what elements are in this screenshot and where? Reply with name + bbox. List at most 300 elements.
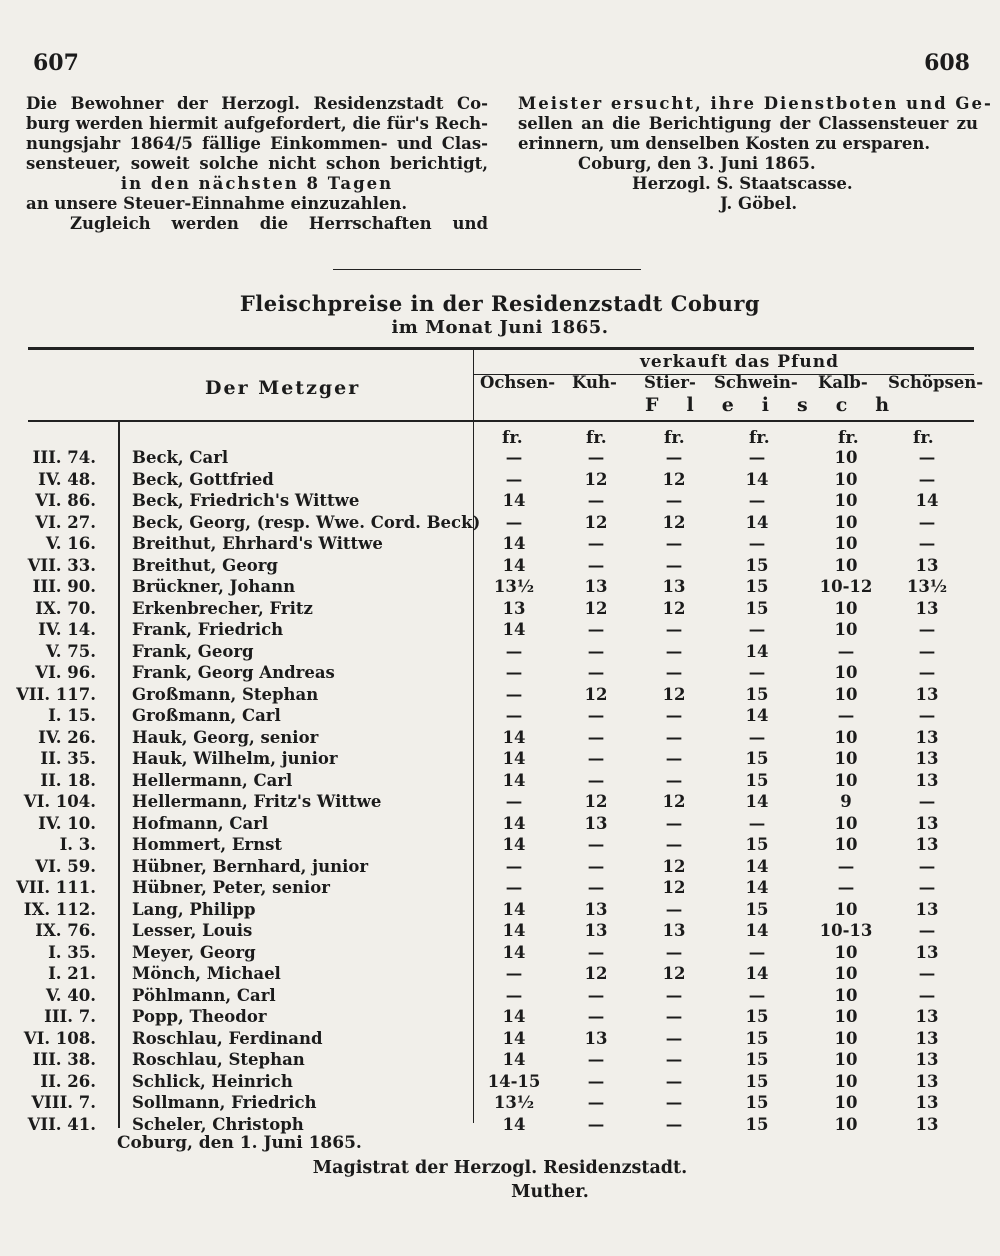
price-schwein: 15 bbox=[745, 1050, 769, 1069]
unit-label: fr. bbox=[913, 428, 934, 448]
table-row bbox=[0, 491, 1000, 514]
price-schwein: 14 bbox=[745, 878, 769, 897]
table-row bbox=[0, 814, 1000, 837]
butcher-name: Hofmann, Carl bbox=[132, 813, 269, 833]
butcher-name: Mönch, Michael bbox=[132, 964, 281, 983]
table-row bbox=[0, 1072, 1000, 1095]
price-stier: 12 bbox=[662, 856, 686, 876]
price-schoepsen: — bbox=[918, 512, 936, 532]
price-schwein: 15 bbox=[745, 598, 769, 618]
price-ochsen: 14 bbox=[502, 1050, 526, 1069]
price-ochsen: 14 bbox=[502, 534, 526, 553]
district-number: VI. 59. bbox=[35, 856, 96, 876]
table-top-rule bbox=[28, 347, 974, 350]
price-kuh: — bbox=[587, 727, 605, 747]
price-stier: 12 bbox=[662, 684, 686, 704]
price-schwein: — bbox=[748, 813, 766, 833]
price-schwein: — bbox=[748, 663, 766, 682]
price-schoepsen: 13 bbox=[915, 1114, 939, 1134]
butcher-name: Meyer, Georg bbox=[132, 942, 256, 962]
notice-line: Zugleich werden die Herrschaften und bbox=[70, 214, 488, 233]
price-stier: 13 bbox=[662, 921, 686, 940]
butcher-name: Breithut, Ehrhard's Wittwe bbox=[132, 534, 383, 553]
district-number: IV. 26. bbox=[38, 727, 96, 747]
price-kalb: 10 bbox=[834, 1007, 858, 1026]
price-kuh: 12 bbox=[584, 964, 608, 983]
table-row bbox=[0, 642, 1000, 665]
table-row bbox=[0, 749, 1000, 772]
price-schoepsen: — bbox=[918, 985, 936, 1005]
price-kuh: — bbox=[587, 1093, 605, 1112]
table-row bbox=[0, 835, 1000, 858]
header-schwein: Schwein- bbox=[714, 373, 798, 392]
table-row bbox=[0, 964, 1000, 987]
notice-line: Die Bewohner der Herzogl. Residenzstadt Co- bbox=[26, 94, 488, 113]
price-ochsen: — bbox=[505, 856, 523, 876]
butcher-name: Sollmann, Friedrich bbox=[132, 1093, 317, 1112]
price-stier: 12 bbox=[662, 878, 686, 897]
price-schoepsen: — bbox=[918, 792, 936, 811]
table-row bbox=[0, 900, 1000, 923]
notice-line: erinnern, um denselben Kosten zu ersparen. bbox=[518, 134, 931, 153]
price-kalb: 10 bbox=[834, 770, 858, 790]
price-ochsen: — bbox=[505, 878, 523, 897]
price-kuh: — bbox=[587, 1114, 605, 1134]
price-schwein: 14 bbox=[745, 512, 769, 532]
district-number: III. 7. bbox=[44, 1007, 96, 1026]
price-schoepsen: — bbox=[918, 469, 936, 489]
district-number: I. 35. bbox=[48, 942, 96, 962]
header-schoepsen: Schöpsen- bbox=[888, 373, 984, 392]
district-number: V. 40. bbox=[45, 985, 96, 1005]
price-kuh: 13 bbox=[584, 813, 608, 833]
price-kuh: 12 bbox=[584, 792, 608, 811]
butcher-name: Großmann, Carl bbox=[132, 706, 281, 725]
butcher-name: Roschlau, Stephan bbox=[132, 1050, 305, 1069]
unit-label: fr. bbox=[502, 428, 523, 448]
page-number-left: 607 bbox=[33, 50, 79, 76]
price-kuh: 12 bbox=[584, 598, 608, 618]
butcher-name: Hauk, Georg, senior bbox=[132, 727, 319, 747]
price-schwein: 15 bbox=[745, 1093, 769, 1112]
header-bottom-rule bbox=[28, 420, 974, 422]
price-schwein: 15 bbox=[745, 770, 769, 790]
price-ochsen: — bbox=[505, 964, 523, 983]
district-number: V. 16. bbox=[45, 534, 96, 553]
district-number: VI. 86. bbox=[35, 491, 96, 510]
price-schoepsen: — bbox=[918, 663, 936, 682]
butcher-name: Frank, Friedrich bbox=[132, 620, 284, 639]
price-kuh: — bbox=[587, 985, 605, 1005]
price-schoepsen: 13 bbox=[915, 1093, 939, 1112]
price-kuh: — bbox=[587, 749, 605, 768]
price-kalb: 10 bbox=[834, 1114, 858, 1134]
price-schwein: — bbox=[748, 727, 766, 747]
footer-authority: Magistrat der Herzogl. Residenzstadt. bbox=[312, 1158, 688, 1178]
butcher-name: Beck, Gottfried bbox=[132, 469, 274, 489]
price-schwein: 15 bbox=[745, 1028, 769, 1048]
header-metzger: Der Metzger bbox=[205, 377, 361, 399]
price-schoepsen: — bbox=[918, 534, 936, 553]
district-number: III. 90. bbox=[32, 577, 96, 596]
price-stier: — bbox=[665, 1071, 683, 1091]
price-kuh: — bbox=[587, 835, 605, 854]
butcher-name: Hommert, Ernst bbox=[132, 835, 282, 854]
price-schoepsen: 13 bbox=[915, 1071, 939, 1091]
price-kuh: — bbox=[587, 620, 605, 639]
price-ochsen: 13½ bbox=[493, 1093, 535, 1112]
district-number: VI. 96. bbox=[35, 663, 96, 682]
notice-date: Coburg, den 3. Juni 1865. bbox=[578, 154, 816, 173]
price-kuh: 13 bbox=[584, 1028, 608, 1048]
price-schoepsen: 13 bbox=[915, 835, 939, 854]
table-subtitle: im Monat Juni 1865. bbox=[391, 317, 609, 338]
price-schwein: 15 bbox=[745, 899, 769, 919]
notice-line: sellen an die Berichtigung der Classensteuer zu bbox=[518, 114, 978, 133]
table-title: Fleischpreise in der Residenzstadt Coburg bbox=[239, 291, 761, 316]
price-kuh: 13 bbox=[584, 577, 608, 596]
price-kuh: 13 bbox=[584, 921, 608, 940]
price-kalb: 10 bbox=[834, 684, 858, 704]
notice-signature: J. Göbel. bbox=[720, 194, 798, 213]
price-kuh: — bbox=[587, 1007, 605, 1026]
price-schoepsen: 13 bbox=[915, 1007, 939, 1026]
price-stier: 12 bbox=[662, 964, 686, 983]
price-kuh: — bbox=[587, 1050, 605, 1069]
price-ochsen: — bbox=[505, 706, 523, 725]
price-stier: — bbox=[665, 749, 683, 768]
price-schoepsen: — bbox=[918, 706, 936, 725]
price-kalb: 10 bbox=[834, 491, 858, 510]
price-ochsen: 14 bbox=[502, 1007, 526, 1026]
price-schwein: 15 bbox=[745, 749, 769, 768]
district-number: V. 75. bbox=[45, 641, 96, 661]
butcher-name: Frank, Georg Andreas bbox=[132, 663, 335, 682]
price-schoepsen: — bbox=[918, 641, 936, 661]
notice-right-column bbox=[518, 94, 993, 214]
price-schoepsen: 13 bbox=[915, 770, 939, 790]
header-kalb: Kalb- bbox=[818, 373, 868, 392]
table-row bbox=[0, 577, 1000, 600]
price-schwein: 14 bbox=[745, 856, 769, 876]
price-ochsen: — bbox=[505, 792, 523, 811]
notice-line: nungsjahr 1864/5 fällige Einkommen- und Clas- bbox=[26, 134, 488, 153]
price-ochsen: — bbox=[505, 469, 523, 489]
price-kuh: — bbox=[587, 706, 605, 725]
unit-label: fr. bbox=[838, 428, 859, 448]
price-kalb: 10 bbox=[834, 835, 858, 854]
district-number: VI. 108. bbox=[23, 1028, 96, 1048]
butcher-name: Lesser, Louis bbox=[132, 921, 253, 940]
price-ochsen: 14 bbox=[502, 1114, 526, 1134]
header-stier: Stier- bbox=[644, 373, 696, 392]
page-number-right: 608 bbox=[924, 50, 970, 76]
price-kalb: 10-13 bbox=[819, 921, 873, 940]
price-ochsen: 14 bbox=[502, 1028, 526, 1048]
price-stier: — bbox=[665, 663, 683, 682]
district-number: III. 38. bbox=[32, 1050, 96, 1069]
price-schwein: 15 bbox=[745, 1071, 769, 1091]
price-ochsen: 14 bbox=[502, 942, 526, 962]
butcher-name: Pöhlmann, Carl bbox=[132, 985, 276, 1005]
price-kalb: 10 bbox=[834, 598, 858, 618]
price-stier: — bbox=[665, 985, 683, 1005]
price-kalb: 10 bbox=[834, 985, 858, 1005]
price-ochsen: 14 bbox=[502, 813, 526, 833]
district-number: IV. 14. bbox=[38, 620, 96, 639]
price-kalb: 10 bbox=[834, 899, 858, 919]
price-schwein: — bbox=[748, 491, 766, 510]
table-row bbox=[0, 1093, 1000, 1116]
district-number: VII. 33. bbox=[27, 555, 96, 575]
district-number: IV. 48. bbox=[38, 469, 96, 489]
price-stier: — bbox=[665, 620, 683, 639]
price-kuh: 12 bbox=[584, 684, 608, 704]
district-number: IX. 70. bbox=[35, 598, 96, 618]
price-kalb: 10 bbox=[834, 663, 858, 682]
butcher-name: Hauk, Wilhelm, junior bbox=[132, 749, 338, 768]
table-row bbox=[0, 513, 1000, 536]
price-stier: — bbox=[665, 1007, 683, 1026]
price-ochsen: 14 bbox=[502, 555, 526, 575]
notice-line: Meister ersucht, ihre Dienstboten und Ge- bbox=[518, 94, 993, 113]
price-kalb: — bbox=[837, 856, 855, 876]
butcher-name: Großmann, Stephan bbox=[132, 684, 319, 704]
price-kalb: 10 bbox=[834, 1093, 858, 1112]
price-ochsen: — bbox=[505, 512, 523, 532]
district-number: IX. 76. bbox=[35, 921, 96, 940]
butcher-name: Schlick, Heinrich bbox=[132, 1071, 293, 1091]
unit-label: fr. bbox=[664, 428, 685, 448]
price-schwein: 15 bbox=[745, 835, 769, 854]
price-stier: — bbox=[665, 1114, 683, 1134]
price-stier: — bbox=[665, 534, 683, 553]
price-kalb: 10-12 bbox=[819, 577, 873, 596]
price-kuh: — bbox=[587, 491, 605, 510]
price-stier: 12 bbox=[662, 598, 686, 618]
price-schoepsen: 14 bbox=[915, 491, 939, 510]
district-number: IX. 112. bbox=[23, 899, 96, 919]
section-divider bbox=[333, 269, 641, 270]
price-schoepsen: 13 bbox=[915, 942, 939, 962]
price-stier: — bbox=[665, 491, 683, 510]
table-row bbox=[0, 599, 1000, 622]
price-kalb: 10 bbox=[834, 1050, 858, 1069]
price-ochsen: 14 bbox=[502, 491, 526, 510]
price-stier: — bbox=[665, 899, 683, 919]
table-row bbox=[0, 792, 1000, 815]
district-number: VI. 104. bbox=[23, 792, 96, 811]
district-number: VII. 111. bbox=[16, 878, 96, 897]
price-kuh: 12 bbox=[584, 512, 608, 532]
price-stier: 12 bbox=[662, 792, 686, 811]
table-row bbox=[0, 921, 1000, 944]
price-kalb: 10 bbox=[834, 1028, 858, 1048]
district-number: VII. 117. bbox=[16, 684, 96, 704]
price-schoepsen: — bbox=[918, 878, 936, 897]
notice-line: an unsere Steuer-Einnahme einzuzahlen. bbox=[26, 194, 408, 213]
price-schoepsen: 13 bbox=[915, 684, 939, 704]
price-schwein: 15 bbox=[745, 1007, 769, 1026]
table-row bbox=[0, 685, 1000, 708]
price-kalb: 10 bbox=[834, 469, 858, 489]
price-kalb: 9 bbox=[840, 792, 852, 811]
price-kalb: 10 bbox=[834, 942, 858, 962]
price-schoepsen: 13 bbox=[915, 749, 939, 768]
price-schoepsen: — bbox=[918, 620, 936, 639]
price-ochsen: — bbox=[505, 684, 523, 704]
price-schoepsen: 13 bbox=[915, 555, 939, 575]
price-schwein: — bbox=[748, 620, 766, 639]
header-kuh: Kuh- bbox=[572, 373, 617, 392]
price-schoepsen: — bbox=[918, 448, 936, 467]
price-ochsen: 14 bbox=[502, 749, 526, 768]
district-number: I. 21. bbox=[48, 964, 96, 983]
price-ochsen: 14 bbox=[502, 620, 526, 639]
table-row bbox=[0, 470, 1000, 493]
price-schoepsen: 13 bbox=[915, 1028, 939, 1048]
header-fleisch: Fleisch bbox=[645, 394, 918, 416]
butcher-name: Beck, Friedrich's Wittwe bbox=[132, 491, 360, 510]
butcher-name: Erkenbrecher, Fritz bbox=[132, 598, 313, 618]
notice-line: sensteuer, soweit solche nicht schon berichtigt, bbox=[26, 154, 488, 173]
price-schwein: 15 bbox=[745, 1114, 769, 1134]
unit-label: fr. bbox=[749, 428, 770, 448]
table-row bbox=[0, 534, 1000, 557]
price-stier: — bbox=[665, 770, 683, 790]
price-stier: — bbox=[665, 835, 683, 854]
table-row bbox=[0, 1007, 1000, 1030]
footer-signature: Muther. bbox=[511, 1182, 589, 1202]
butcher-name: Hübner, Bernhard, junior bbox=[132, 856, 369, 876]
price-ochsen: — bbox=[505, 448, 523, 467]
notice-authority: Herzogl. S. Staatscasse. bbox=[632, 174, 853, 193]
price-schwein: 14 bbox=[745, 964, 769, 983]
price-kuh: 12 bbox=[584, 469, 608, 489]
price-ochsen: 14-15 bbox=[487, 1071, 541, 1091]
price-kalb: — bbox=[837, 706, 855, 725]
price-kalb: 10 bbox=[834, 749, 858, 768]
butcher-name: Frank, Georg bbox=[132, 641, 254, 661]
price-schwein: 15 bbox=[745, 577, 769, 596]
price-schoepsen: 13 bbox=[915, 598, 939, 618]
price-stier: — bbox=[665, 641, 683, 661]
price-schwein: — bbox=[748, 534, 766, 553]
price-kuh: — bbox=[587, 448, 605, 467]
price-ochsen: 14 bbox=[502, 770, 526, 790]
table-row bbox=[0, 1029, 1000, 1052]
table-row bbox=[0, 1050, 1000, 1073]
price-kalb: 10 bbox=[834, 727, 858, 747]
district-number: VIII. 7. bbox=[31, 1093, 96, 1112]
price-ochsen: 13 bbox=[502, 598, 526, 618]
price-ochsen: — bbox=[505, 985, 523, 1005]
price-schoepsen: — bbox=[918, 921, 936, 940]
price-kuh: — bbox=[587, 1071, 605, 1091]
price-stier: — bbox=[665, 727, 683, 747]
table-row bbox=[0, 771, 1000, 794]
price-ochsen: — bbox=[505, 641, 523, 661]
table-row bbox=[0, 878, 1000, 901]
butcher-name: Scheler, Christoph bbox=[132, 1114, 304, 1134]
header-verkauft: verkauft das Pfund bbox=[640, 352, 839, 372]
price-schwein: — bbox=[748, 942, 766, 962]
price-stier: 12 bbox=[662, 512, 686, 532]
butcher-name: Breithut, Georg bbox=[132, 555, 278, 575]
district-number: I. 15. bbox=[48, 706, 96, 725]
price-kalb: — bbox=[837, 641, 855, 661]
price-stier: 12 bbox=[662, 469, 686, 489]
price-kalb: 10 bbox=[834, 448, 858, 467]
price-stier: — bbox=[665, 555, 683, 575]
price-stier: — bbox=[665, 1028, 683, 1048]
price-stier: — bbox=[665, 1093, 683, 1112]
district-number: VI. 27. bbox=[35, 512, 96, 532]
price-schoepsen: — bbox=[918, 964, 936, 983]
price-ochsen: 14 bbox=[502, 835, 526, 854]
butcher-name: Hellermann, Carl bbox=[132, 770, 293, 790]
price-ochsen: 14 bbox=[502, 899, 526, 919]
price-schoepsen: 13 bbox=[915, 1050, 939, 1069]
price-kuh: — bbox=[587, 555, 605, 575]
district-number: I. 3. bbox=[59, 835, 96, 854]
price-stier: — bbox=[665, 1050, 683, 1069]
district-number: VII. 41. bbox=[27, 1114, 96, 1134]
district-number: III. 74. bbox=[32, 448, 96, 467]
district-number: IV. 10. bbox=[38, 813, 96, 833]
price-kalb: 10 bbox=[834, 1071, 858, 1091]
price-kalb: 10 bbox=[834, 620, 858, 639]
notice-left-column bbox=[26, 94, 488, 234]
price-schoepsen: 13½ bbox=[906, 577, 948, 596]
price-kuh: — bbox=[587, 878, 605, 897]
table-row bbox=[0, 663, 1000, 686]
table-row bbox=[0, 943, 1000, 966]
table-row bbox=[0, 448, 1000, 471]
unit-label: fr. bbox=[586, 428, 607, 448]
price-kalb: 10 bbox=[834, 813, 858, 833]
price-schwein: 14 bbox=[745, 792, 769, 811]
price-schwein: — bbox=[748, 985, 766, 1005]
price-kuh: — bbox=[587, 856, 605, 876]
price-ochsen: 14 bbox=[502, 921, 526, 940]
price-stier: — bbox=[665, 942, 683, 962]
price-schoepsen: 13 bbox=[915, 899, 939, 919]
district-number: II. 35. bbox=[40, 749, 96, 768]
price-schwein: 14 bbox=[745, 921, 769, 940]
butcher-name: Lang, Philipp bbox=[132, 899, 256, 919]
butcher-name: Beck, Georg, (resp. Wwe. Cord. Beck) bbox=[132, 512, 481, 532]
price-kalb: — bbox=[837, 878, 855, 897]
price-schwein: — bbox=[748, 448, 766, 467]
notice-line: burg werden hiermit aufgefordert, die für's Rech- bbox=[26, 114, 488, 133]
price-ochsen: 13½ bbox=[493, 577, 535, 596]
district-number: II. 18. bbox=[40, 770, 96, 790]
price-ochsen: — bbox=[505, 663, 523, 682]
price-schwein: 15 bbox=[745, 684, 769, 704]
price-stier: — bbox=[665, 706, 683, 725]
table-row bbox=[0, 706, 1000, 729]
price-kalb: 10 bbox=[834, 534, 858, 553]
price-schoepsen: — bbox=[918, 856, 936, 876]
price-kalb: 10 bbox=[834, 512, 858, 532]
price-kuh: — bbox=[587, 770, 605, 790]
price-stier: 13 bbox=[662, 577, 686, 596]
price-kuh: — bbox=[587, 534, 605, 553]
price-schwein: 14 bbox=[745, 641, 769, 661]
price-schwein: 14 bbox=[745, 469, 769, 489]
butcher-name: Brückner, Johann bbox=[132, 577, 296, 596]
